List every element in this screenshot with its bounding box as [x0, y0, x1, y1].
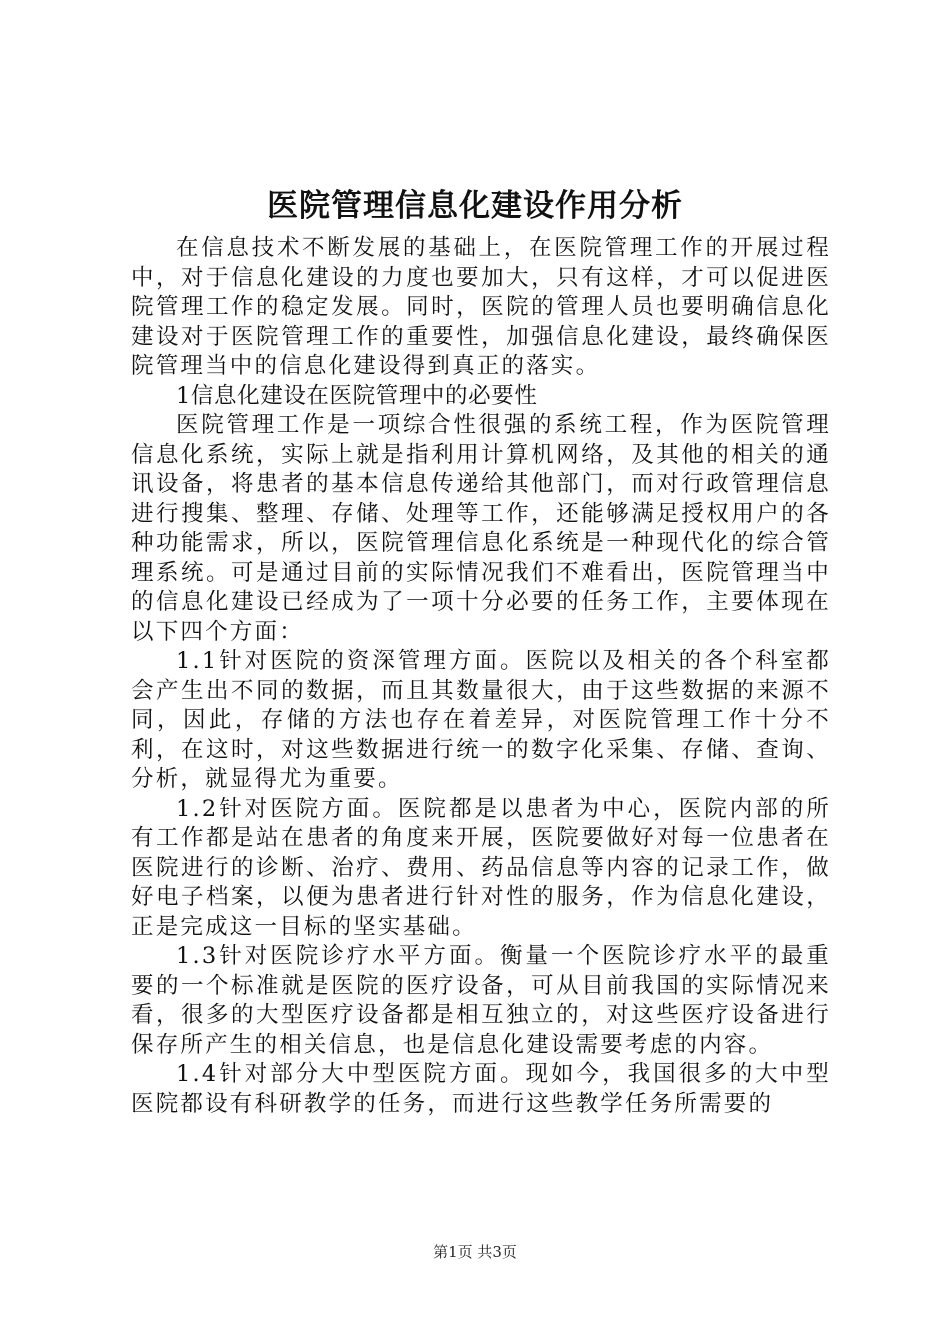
subsection-paragraph-1-2: 1.2针对医院方面。医院都是以患者为中心，医院内部的所有工作都是站在患者的角度来开展，医院要做好对每一位患者在医院进行的诊断、治疗、费用、药品信息等内容的记录工作，做好电子档案，以便为患者进行针对性的服务，作为信息化建设，正是完成这一目标的坚实基础。	[131, 795, 831, 940]
document-title: 医院管理信息化建设作用分析	[267, 188, 683, 224]
subsection-paragraph-1-3: 1.3针对医院诊疗水平方面。衡量一个医院诊疗水平的最重要的一个标准就是医院的医疗设备，可从目前我国的实际情况来看，很多的大型医疗设备都是相互独立的，对这些医疗设备进行保存所产生的相关信息，也是信息化建设需要考虑的内容。	[131, 943, 831, 1058]
section-heading: 1信息化建设在医院管理中的必要性	[176, 382, 538, 409]
body-paragraph: 医院管理工作是一项综合性很强的系统工程，作为医院管理信息化系统，实际上就是指利用计算机网络，及其他的相关的通讯设备，将患者的基本信息传递给其他部门，而对行政管理信息进行搜集、整理、存储、处理等工作，还能够满足授权用户的各种功能需求，所以，医院管理信息化系统是一种现代化的综合管理系统。可是通过目前的实际情况我们不难看出，医院管理当中的信息化建设已经成为了一项十分必要的任务工作，主要体现在以下四个方面：	[131, 412, 831, 645]
subsection-paragraph-1-1: 1.1针对医院的资深管理方面。医院以及相关的各个科室都会产生出不同的数据，而且其数量很大，由于这些数据的来源不同，因此，存储的方法也存在着差异，对医院管理工作十分不利，在这时，对这些数据进行统一的数字化采集、存储、查询、分析，就显得尤为重要。	[131, 648, 831, 792]
intro-paragraph: 在信息技术不断发展的基础上，在医院管理工作的开展过程中，对于信息化建设的力度也要加大，只有这样，才可以促进医院管理工作的稳定发展。同时，医院的管理人员也要明确信息化建设对于医院管理工作的重要性，加强信息化建设，最终确保医院管理当中的信息化建设得到真正的落实。	[131, 235, 831, 379]
page-number-footer: 第1页 共3页	[433, 1243, 517, 1261]
document-body	[131, 234, 831, 1119]
subsection-paragraph-1-4: 1.4针对部分大中型医院方面。现如今，我国很多的大中型医院都设有科研教学的任务，而进行这些教学任务所需要的	[131, 1061, 831, 1117]
